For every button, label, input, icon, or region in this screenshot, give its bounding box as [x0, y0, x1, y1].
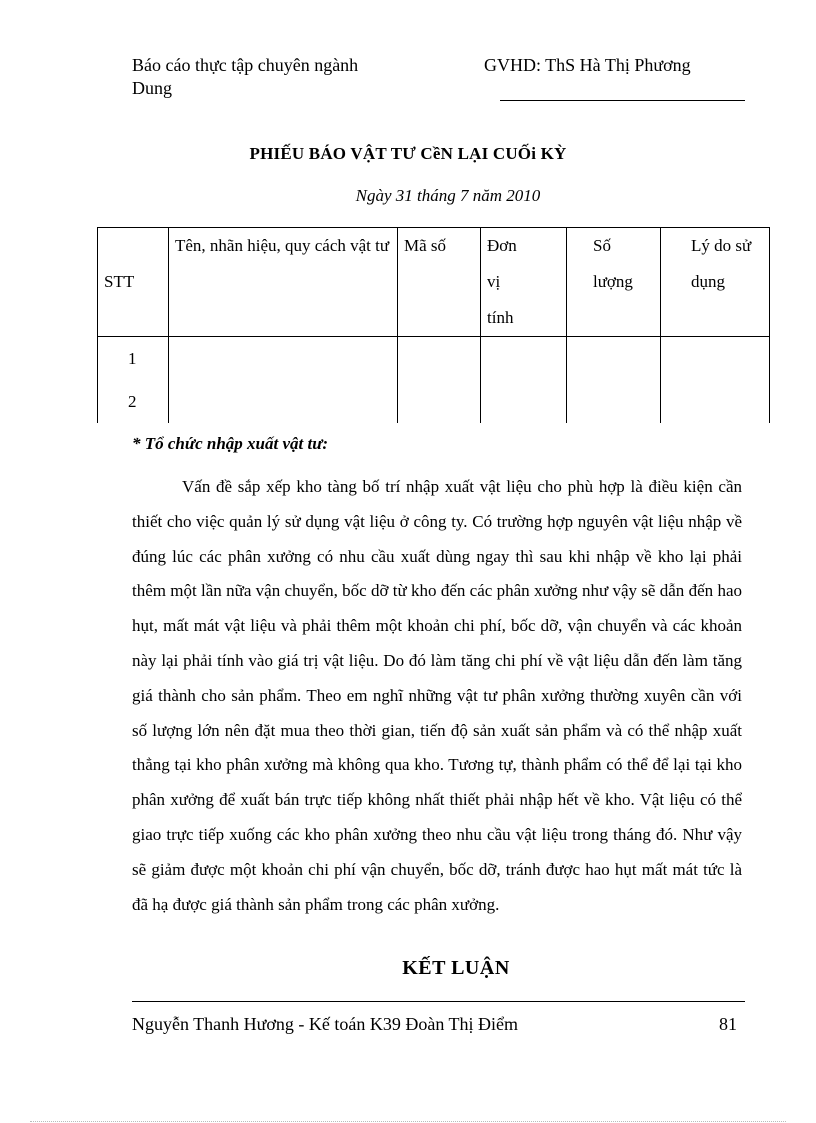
- column-header-stt: STT: [98, 228, 169, 337]
- row-number-1: 1: [128, 349, 137, 368]
- row-code-cell: [398, 337, 481, 424]
- header-rule: [500, 100, 745, 101]
- row-stt-cell: [98, 337, 169, 424]
- table-row: [98, 337, 770, 424]
- row-number-2: 2: [128, 392, 137, 411]
- form-date: Ngày 31 tháng 7 năm 2010: [355, 186, 541, 205]
- section-heading: * Tổ chức nhập xuất vật tư:: [132, 434, 329, 453]
- table-header-row: [98, 228, 770, 337]
- footer-rule: [132, 1001, 745, 1002]
- form-title: PHIẾU BÁO VẬT TƯ CềN LẠI CUỐi KỲ: [249, 144, 567, 163]
- column-header-code: Mã số: [398, 228, 481, 337]
- header-report-title: Báo cáo thực tập chuyên ngành: [132, 55, 359, 75]
- page-bottom-dotted-line: [30, 1121, 786, 1122]
- page-number: 81: [719, 1014, 737, 1034]
- row-unit-cell: [481, 337, 567, 424]
- inventory-table: [97, 227, 770, 423]
- row-reason-cell: [661, 337, 770, 424]
- column-header-reason: Lý do sử dụng: [661, 228, 770, 337]
- column-header-name: Tên, nhãn hiệu, quy cách vật tư: [169, 228, 398, 337]
- section-paragraph: Vấn đề sắp xếp kho tàng bố trí nhập xuất vật liệu cho phù hợp là điều kiện cần thiết cho việc quản lý sử dụng vật liệu ở công ty. Có trường hợp nguyên vật liệu nhập về đúng lúc các phân xưởng có nhu cầu xuất dùng ngay thì sau khi nhập về kho lại phải thêm một lần nữa vận chuyển, bốc dỡ từ kho đến các phân xưởng như vậy sẽ dẫn đến hao hụt, mất mát vật liệu và phải thêm một khoản chi phí, bốc dỡ, vận chuyển và các khoản này lại phải tính vào giá trị vật liệu. Do đó làm tăng chi phí về vật liệu dẫn đến làm tăng giá thành cho sản phẩm. Theo em nghĩ những vật tư phân xưởng thường xuyên cần với số lượng lớn nên đặt mua theo thời gian, tiến độ sản xuất sản phẩm và có thể nhập xuất thẳng tại kho phân xưởng mà không qua kho. Tương tự, thành phẩm có thể để lại tại kho phân xưởng để xuất bán trực tiếp không nhất thiết phải nhập hết về kho. Vật liệu có thể giao trực tiếp xuống các kho phân xưởng theo nhu cầu vật liệu trong tháng đó. Như vậy sẽ giảm được một khoản chi phí vận chuyển, bốc dỡ, tránh được hao hụt mất mát tức là đã hạ được giá thành sản phẩm trong các phân xưởng.: [132, 477, 742, 914]
- column-header-quantity: Số lượng: [567, 228, 661, 337]
- column-header-unit: Đơn vị tính: [481, 228, 567, 337]
- header-advisor: GVHD: ThS Hà Thị Phương: [484, 55, 691, 75]
- row-name-cell: [169, 337, 398, 424]
- conclusion-heading: KẾT LUẬN: [402, 957, 510, 979]
- row-quantity-cell: [567, 337, 661, 424]
- header-name-continuation: Dung: [132, 78, 172, 98]
- footer-author: Nguyễn Thanh Hương - Kế toán K39 Đoàn Thị Điểm: [132, 1014, 519, 1034]
